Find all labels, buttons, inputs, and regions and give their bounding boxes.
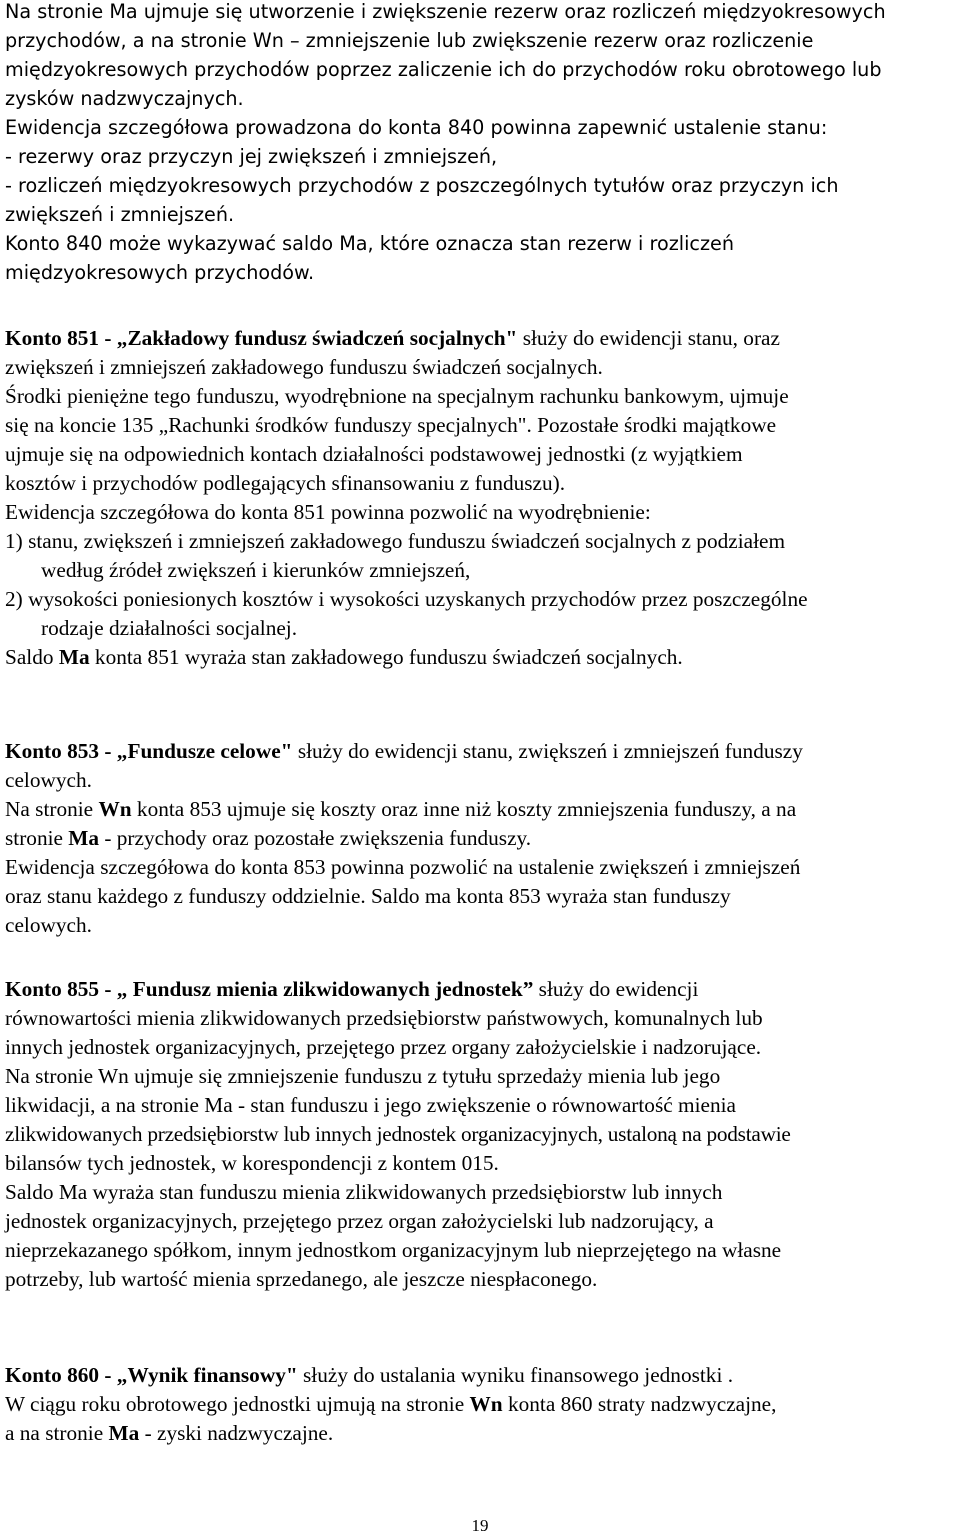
paragraph-line: - rozliczeń międzyokresowych przychodów z poszczególnych tytułów oraz przyczyn ich: [5, 174, 839, 197]
paragraph-line: oraz stanu każdego z funduszy oddzielnie. Saldo ma konta 853 wyraża stan funduszy: [5, 884, 731, 908]
paragraph-line: zlikwidowanych przedsiębiorstw lub innych jednostek organizacyjnych, ustaloną na podstawie: [5, 1122, 791, 1146]
paragraph-line: Na stronie Wn ujmuje się zmniejszenie funduszu z tytułu sprzedaży mienia lub jego: [5, 1064, 721, 1088]
list-item-continuation: rodzaje działalności socjalnej.: [41, 616, 298, 640]
paragraph-line: potrzeby, lub wartość mienia sprzedanego, ale jeszcze niespłaconego.: [5, 1267, 598, 1291]
bold-text: Ma: [108, 1421, 140, 1445]
paragraph-line: Środki pieniężne tego funduszu, wyodrębnione na specjalnym rachunku bankowym, ujmuje: [5, 384, 789, 408]
bold-text: Ma: [58, 645, 90, 669]
paragraph-line: nieprzekazanego spółkom, innym jednostkom organizacyjnym lub nieprzejętego na własne: [5, 1238, 782, 1262]
paragraph-line: się na koncie 135 „Rachunki środków funduszy specjalnych". Pozostałe środki majątkowe: [5, 413, 777, 437]
paragraph-line: równowartości mienia zlikwidowanych przedsiębiorstw państwowych, komunalnych lub: [5, 1006, 763, 1030]
heading-bold: Konto 853 - „Fundusze celowe": [5, 739, 293, 763]
text: konta 851 wyraża stan zakładowego funduszu świadczeń socjalnych.: [89, 645, 683, 669]
paragraph-line: innych jednostek organizacyjnych, przejętego przez organy założycielskie i nadzorujące.: [5, 1035, 762, 1059]
text: konta 853 ujmuje się koszty oraz inne niż koszty zmniejszenia funduszy, a na: [131, 797, 797, 821]
text: stronie: [5, 826, 69, 850]
text: W ciągu roku obrotowego jednostki ujmują na stronie: [5, 1392, 470, 1416]
paragraph-line: jednostek organizacyjnych, przejętego przez organ założycielski lub nadzorujący, a: [5, 1209, 714, 1233]
paragraph-line: celowych.: [5, 913, 92, 937]
paragraph-line: - rezerwy oraz przyczyn jej zwiększeń i zmniejszeń,: [5, 145, 498, 168]
section-heading-860: [5, 1363, 733, 1389]
paragraph-line: międzyokresowych przychodów.: [5, 261, 315, 284]
paragraph-line: zwiększeń i zmniejszeń zakładowego funduszu świadczeń socjalnych.: [5, 355, 603, 379]
paragraph-line: likwidacji, a na stronie Ma - stan funduszu i jego zwiększenie o równowartość mienia: [5, 1093, 736, 1117]
paragraph-line: [5, 1421, 333, 1447]
heading-rest: służy do ustalania wyniku finansowego jednostki .: [297, 1363, 734, 1387]
paragraph-line: kosztów i przychodów podlegających sfinansowaniu z funduszu).: [5, 471, 566, 495]
heading-bold: Konto 860 - „Wynik finansowy": [5, 1363, 298, 1387]
text: konta 860 straty nadzwyczajne,: [502, 1392, 777, 1416]
paragraph-line: Ewidencja szczegółowa prowadzona do konta 840 powinna zapewnić ustalenie stanu:: [5, 116, 828, 139]
section-heading-855: [5, 977, 698, 1003]
paragraph-line: zysków nadzwyczajnych.: [5, 87, 244, 110]
heading-bold: Konto 855 - „ Fundusz mienia zlikwidowanych jednostek”: [5, 977, 534, 1001]
list-item-continuation: według źródeł zwiększeń i kierunków zmniejszeń,: [41, 558, 471, 582]
text: Na stronie: [5, 797, 99, 821]
paragraph-line: ujmuje się na odpowiednich kontach działalności podstawowej jednostki (z wyjątkiem: [5, 442, 743, 466]
paragraph-line: Saldo Ma wyraża stan funduszu mienia zlikwidowanych przedsiębiorstw lub innych: [5, 1180, 723, 1204]
paragraph-line: Na stronie Ma ujmuje się utworzenie i zwiększenie rezerw oraz rozliczeń międzyokresowych: [5, 0, 886, 23]
page-number: 19: [471, 1516, 489, 1535]
heading-rest: służy do ewidencji stanu, zwiększeń i zmniejszeń funduszy: [292, 739, 803, 763]
paragraph-line: międzyokresowych przychodów poprzez zaliczenie ich do przychodów roku obrotowego lub: [5, 58, 882, 81]
section-heading-853: [5, 739, 803, 765]
list-item: 1) stanu, zwiększeń i zmniejszeń zakładowego funduszu świadczeń socjalnych z podziałem: [5, 529, 786, 553]
heading-bold: Konto 851 - „Zakładowy fundusz świadczeń socjalnych": [5, 326, 518, 350]
section-heading-851: [5, 326, 780, 352]
text: - zyski nadzwyczajne.: [139, 1421, 334, 1445]
paragraph-line: [5, 1392, 776, 1418]
heading-rest: służy do ewidencji: [533, 977, 699, 1001]
bold-text: Wn: [469, 1392, 503, 1416]
paragraph-line: bilansów tych jednostek, w korespondencji z kontem 015.: [5, 1151, 499, 1175]
heading-rest: służy do ewidencji stanu, oraz: [517, 326, 780, 350]
paragraph-line: zwiększeń i zmniejszeń.: [5, 203, 235, 226]
text: - przychody oraz pozostałe zwiększenia funduszy.: [99, 826, 532, 850]
paragraph-line: Ewidencja szczegółowa do konta 851 powinna pozwolić na wyodrębnienie:: [5, 500, 651, 524]
paragraph-line: celowych.: [5, 768, 92, 792]
text: a na stronie: [5, 1421, 109, 1445]
paragraph-line: Konto 840 może wykazywać saldo Ma, które oznacza stan rezerw i rozliczeń: [5, 232, 735, 255]
paragraph-line: [5, 797, 796, 823]
text: Saldo: [5, 645, 59, 669]
bold-text: Ma: [68, 826, 100, 850]
paragraph-line: Ewidencja szczegółowa do konta 853 powinna pozwolić na ustalenie zwiększeń i zmniejszeń: [5, 855, 801, 879]
list-item: 2) wysokości poniesionych kosztów i wysokości uzyskanych przychodów przez poszczególne: [5, 587, 808, 611]
bold-text: Wn: [98, 797, 132, 821]
saldo-line: [5, 645, 683, 671]
paragraph-line: [5, 826, 531, 852]
paragraph-line: przychodów, a na stronie Wn – zmniejszenie lub zwiększenie rezerw oraz rozliczenie: [5, 29, 814, 52]
